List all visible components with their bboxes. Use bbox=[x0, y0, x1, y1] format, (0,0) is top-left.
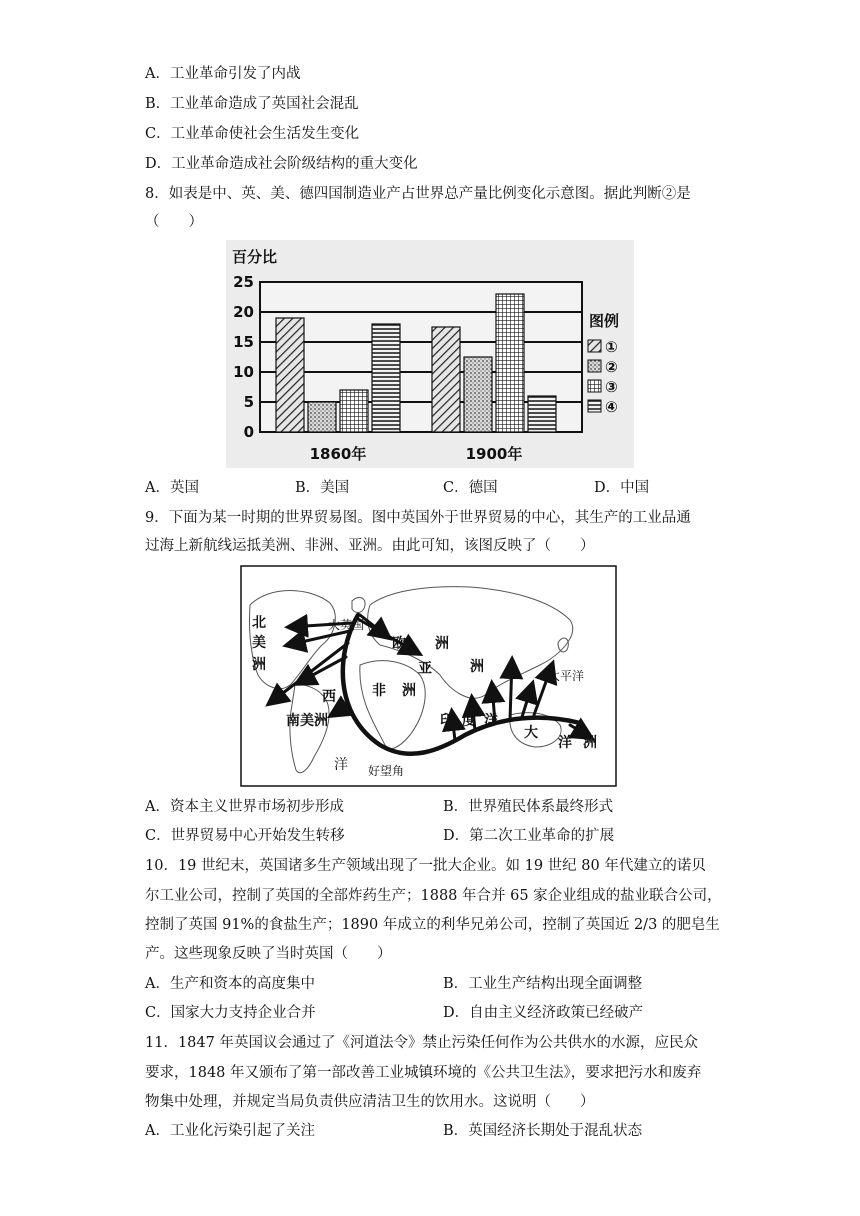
legend-label: ④ bbox=[605, 398, 618, 416]
q11-option-b: B．英国经济长期处于混乱状态 bbox=[443, 1123, 643, 1139]
map-label-west: 西 bbox=[322, 689, 336, 705]
map-label-north: 北 bbox=[252, 615, 266, 631]
chart-bar-1860年-series-2 bbox=[308, 402, 336, 432]
q11-stem-line2: 要求，1848 年又颁布了第一部改善工业城镇环境的《公共卫生法》，要求把污水和废弃 bbox=[145, 1065, 702, 1081]
q10-option-c: C．国家大力支持企业合并 bbox=[145, 1005, 316, 1021]
chart-y-tick-label: 0 bbox=[243, 423, 254, 441]
q7-option-d: D．工业革命造成社会阶级结构的重大变化 bbox=[145, 156, 418, 172]
legend-swatch bbox=[588, 400, 601, 412]
map-label-asia-1: 亚 bbox=[418, 661, 432, 677]
map-label-america-1: 美 bbox=[252, 635, 266, 651]
q9-option-c: C．世界贸易中心开始发生转移 bbox=[145, 828, 345, 844]
bar-chart-figure bbox=[226, 240, 634, 468]
legend-swatch bbox=[588, 340, 601, 352]
q8-stem-line2: （ ） bbox=[145, 214, 203, 230]
chart-category-label: 1900年 bbox=[465, 445, 523, 463]
map-label-europe-1: 欧 bbox=[392, 636, 406, 652]
chart-y-tick-label: 25 bbox=[233, 273, 254, 291]
map-label-pacific: 太平洋 bbox=[548, 669, 585, 683]
map-label-europe-2: 洲 bbox=[435, 636, 449, 652]
chart-bar-1900年-series-1 bbox=[432, 327, 460, 432]
chart-y-tick-label: 10 bbox=[233, 363, 254, 381]
legend-title: 图例 bbox=[589, 312, 620, 330]
q9-stem-line1: 9．下面为某一时期的世界贸易图。图中英国外于世界贸易的中心，其生产的工业品通 bbox=[145, 510, 691, 526]
q11-stem-line1: 11．1847 年英国议会通过了《河道法令》禁止污染任何作为公共供水的水源，应民众 bbox=[145, 1035, 698, 1051]
legend-label: ③ bbox=[605, 378, 618, 396]
legend-swatch bbox=[588, 360, 601, 372]
q10-stem-line2: 尔工业公司，控制了英国的全部炸药生产；1888 年合并 65 家企业组成的盐业联合公司， bbox=[145, 888, 722, 904]
q9-option-b: B．世界殖民体系最终形式 bbox=[443, 799, 614, 815]
q9-stem-line2: 过海上新航线运抵美洲、非洲、亚洲。由此可知，该图反映了（ ） bbox=[145, 538, 595, 554]
legend-swatch bbox=[588, 380, 601, 392]
q10-stem-line4: 产。这些现象反映了当时英国（ ） bbox=[145, 946, 392, 962]
q11-option-a: A．工业化污染引起了关注 bbox=[145, 1123, 315, 1139]
map-label-africa-1: 非 bbox=[372, 683, 386, 699]
q7-option-c: C．工业革命使社会生活发生变化 bbox=[145, 126, 360, 142]
q10-option-b: B．工业生产结构出现全面调整 bbox=[443, 976, 643, 992]
map-label-cape: 好望角 bbox=[368, 764, 405, 778]
map-label-indian-2: 度 bbox=[462, 713, 476, 729]
chart-y-tick-label: 20 bbox=[233, 303, 254, 321]
world-trade-map-drawing bbox=[240, 565, 617, 787]
map-label-oceania-3: 洲 bbox=[583, 735, 597, 751]
q8-option-c: C．德国 bbox=[443, 480, 498, 496]
chart-y-tick-label: 15 bbox=[233, 333, 254, 351]
q8-option-a: A．英国 bbox=[145, 480, 199, 496]
q7-option-b: B．工业革命造成了英国社会混乱 bbox=[145, 96, 359, 112]
chart-bar-1900年-series-3 bbox=[496, 294, 524, 432]
chart-category-label: 1860年 bbox=[309, 445, 367, 463]
legend-label: ② bbox=[605, 358, 618, 376]
map-label-indian-1: 印 bbox=[440, 713, 454, 729]
chart-bar-1860年-series-4 bbox=[372, 324, 400, 432]
q8-stem-line1: 8．如表是中、英、美、德四国制造业产占世界总产量比例变化示意图。据此判断②是 bbox=[145, 186, 691, 202]
q10-option-a: A．生产和资本的高度集中 bbox=[145, 976, 315, 992]
map-label-africa-2: 洲 bbox=[402, 683, 416, 699]
q7-option-a: A．工业革命引发了内战 bbox=[145, 66, 301, 82]
q8-option-b: B．美国 bbox=[295, 480, 350, 496]
q8-option-d: D．中国 bbox=[594, 480, 650, 496]
world-trade-map bbox=[240, 565, 617, 787]
q10-stem-line1: 10．19 世纪末，英国诸多生产领域出现了一批大企业。如 19 世纪 80 年代建立的诺贝 bbox=[145, 858, 706, 874]
q10-stem-line3: 控制了英国 91%的食盐生产；1890 年成立的利华兄弟公司，控制了英国近 2/3 的肥皂生 bbox=[145, 917, 720, 933]
map-label-ocean: 洋 bbox=[334, 757, 348, 773]
chart-bar-1900年-series-4 bbox=[528, 396, 556, 432]
map-label-oceania-2: 洋 bbox=[558, 735, 572, 751]
map-label-britain: 大英国 bbox=[328, 618, 365, 632]
q9-option-d: D．第二次工业革命的扩展 bbox=[443, 828, 615, 844]
bar-chart bbox=[226, 240, 634, 468]
map-label-indian-3: 洋 bbox=[484, 713, 498, 729]
chart-bar-1900年-series-2 bbox=[464, 357, 492, 432]
legend-label: ① bbox=[605, 338, 618, 356]
q11-stem-line3: 物集中处理，并规定当局负责供应清洁卫生的饮用水。这说明（ ） bbox=[145, 1094, 595, 1110]
chart-y-tick-label: 5 bbox=[243, 393, 254, 411]
map-label-america-2: 洲 bbox=[252, 657, 266, 673]
map-label-asia-2: 洲 bbox=[470, 659, 484, 675]
chart-bar-1860年-series-3 bbox=[340, 390, 368, 432]
chart-bar-1860年-series-1 bbox=[276, 318, 304, 432]
chart-y-label: 百分比 bbox=[232, 248, 278, 266]
q10-option-d: D．自由主义经济政策已经破产 bbox=[443, 1005, 644, 1021]
map-label-oceania-1: 大 bbox=[524, 725, 538, 741]
q9-option-a: A．资本主义世界市场初步形成 bbox=[145, 799, 344, 815]
map-label-south-america: 南美洲 bbox=[286, 713, 328, 729]
